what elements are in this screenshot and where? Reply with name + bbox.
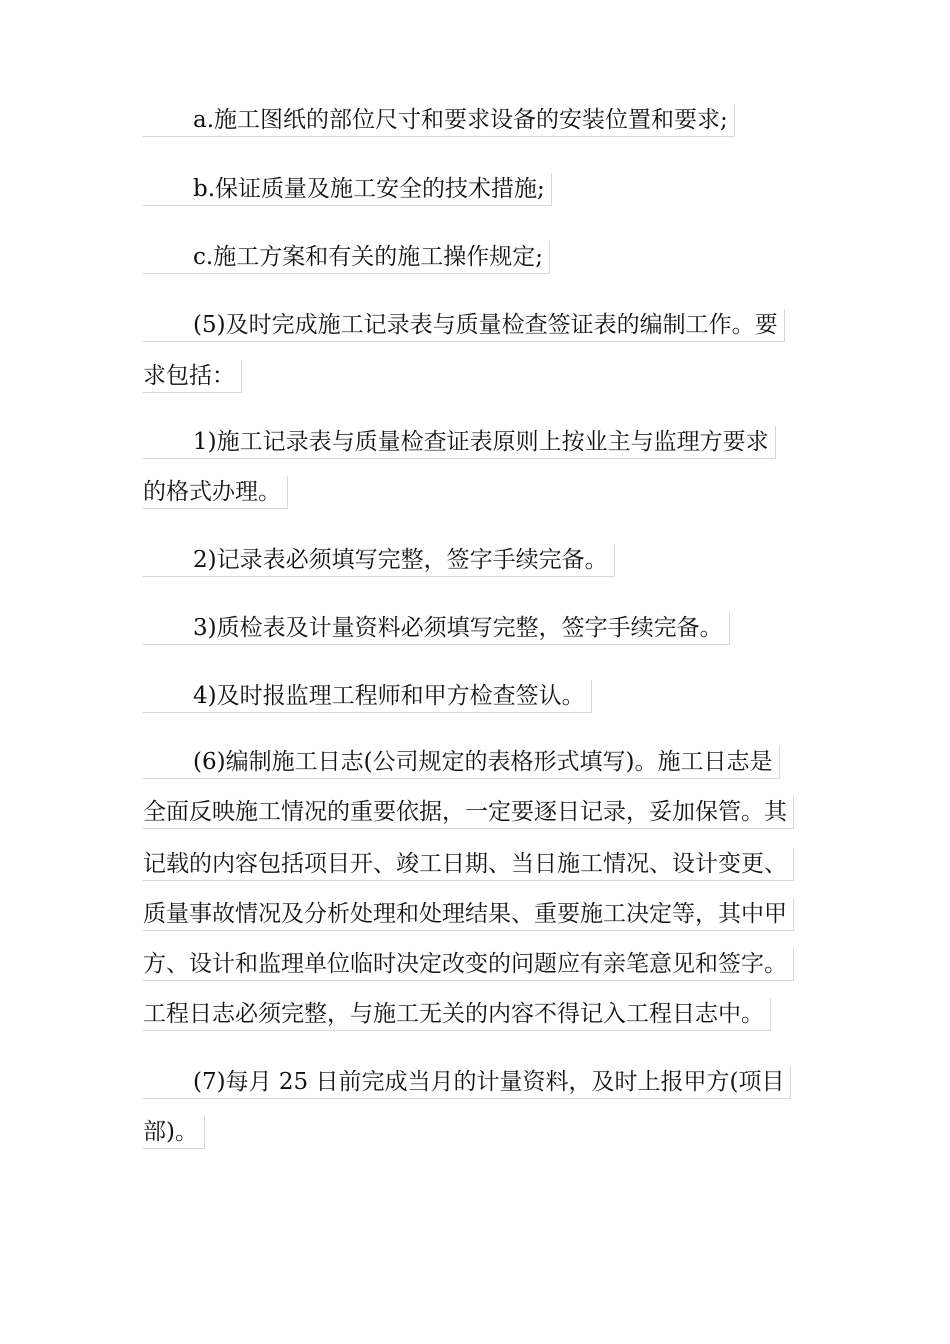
text-line: 质量事故情况及分析处理和处理结果、重要施工决定等，其中甲 xyxy=(143,898,794,931)
text-line: 1)施工记录表与质量检查证表原则上按业主与监理方要求 xyxy=(143,426,776,459)
text-line: 方、设计和监理单位临时决定改变的问题应有亲笔意见和签字。 xyxy=(143,948,794,981)
text-line: 部)。 xyxy=(143,1116,205,1149)
text-line: 全面反映施工情况的重要依据，一定要逐日记录，妥加保管。其 xyxy=(143,796,794,829)
text-line: 2)记录表必须填写完整，签字手续完备。 xyxy=(143,544,615,577)
text-line: 记载的内容包括项目开、竣工日期、当日施工情况、设计变更、 xyxy=(143,848,794,881)
text-line: 工程日志必须完整，与施工无关的内容不得记入工程日志中。 xyxy=(143,998,771,1031)
text-line: 3)质检表及计量资料必须填写完整，签字手续完备。 xyxy=(143,612,730,645)
text-line: b.保证质量及施工安全的技术措施; xyxy=(143,173,552,206)
text-line: (6)编制施工日志(公司规定的表格形式填写)。施工日志是 xyxy=(143,746,780,779)
text-line: c.施工方案和有关的施工操作规定; xyxy=(143,241,550,274)
text-line: 的格式办理。 xyxy=(143,476,288,509)
text-line: 4)及时报监理工程师和甲方检查签认。 xyxy=(143,680,592,713)
text-line: (7)每月 25 日前完成当月的计量资料，及时上报甲方(项目 xyxy=(143,1066,791,1099)
text-line: a.施工图纸的部位尺寸和要求设备的安装位置和要求; xyxy=(143,104,735,137)
text-line: (5)及时完成施工记录表与质量检查签证表的编制工作。要 xyxy=(143,309,785,342)
text-line: 求包括： xyxy=(143,360,242,393)
